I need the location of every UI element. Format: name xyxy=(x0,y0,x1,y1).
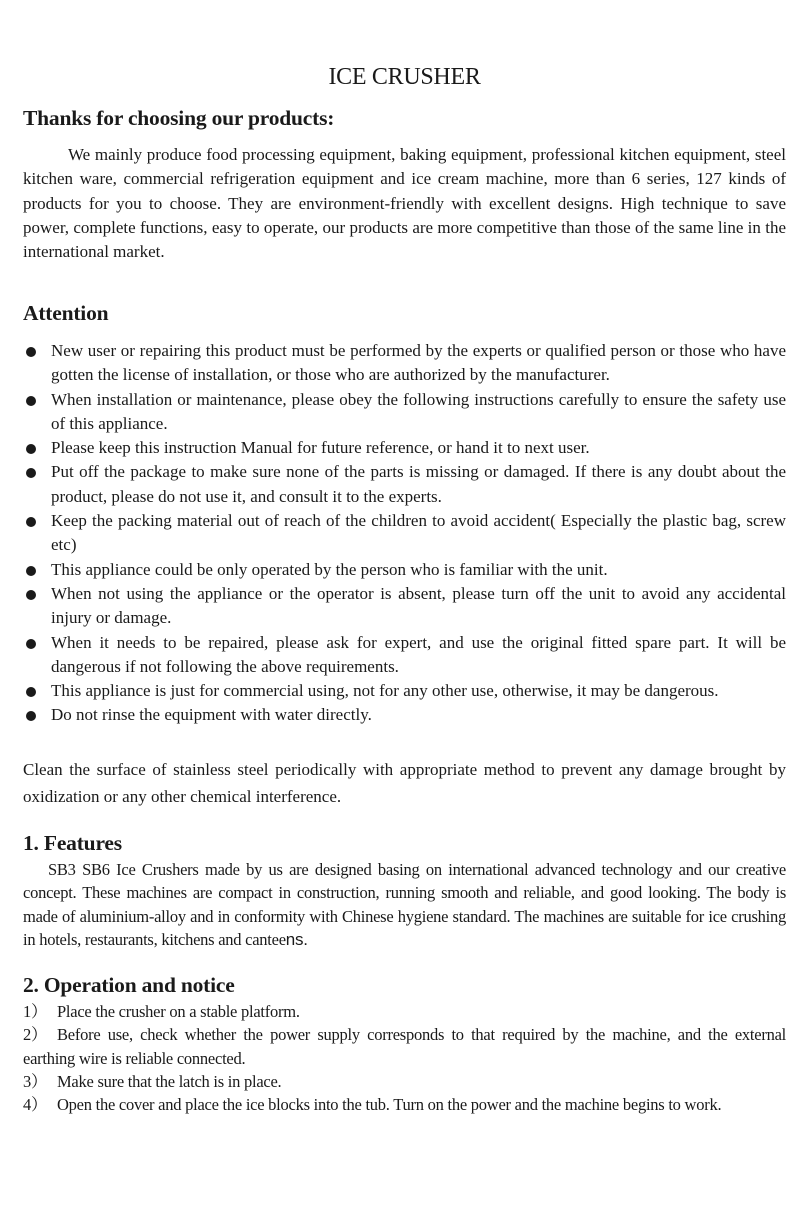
bullet-icon xyxy=(26,687,36,697)
list-item: This appliance could be only operated by the person who is familiar with the unit. xyxy=(23,558,786,582)
list-item: When not using the appliance or the operator is absent, please turn off the unit to avoid any accidental injury or damage. xyxy=(23,582,786,631)
thanks-heading: Thanks for choosing our products: xyxy=(23,106,335,130)
list-item: New user or repairing this product must be performed by the experts or qualified person or those who have gotten the license of installation, or those who are authorized by the manufacturer. xyxy=(23,339,786,388)
list-item: This appliance is just for commercial using, not for any other use, otherwise, it may be dangerous. xyxy=(23,679,786,703)
list-item: Put off the package to make sure none of the parts is missing or damaged. If there is any doubt about the product, please do not use it, and consult it to the experts. xyxy=(23,460,786,509)
bullet-icon xyxy=(26,590,36,600)
features-heading: 1. Features xyxy=(23,831,122,855)
attention-heading: Attention xyxy=(23,301,109,325)
list-item: 1） Place the crusher on a stable platform. xyxy=(23,1002,300,1021)
bullet-icon xyxy=(26,517,36,527)
list-item: 3） Make sure that the latch is in place. xyxy=(23,1071,282,1091)
list-item: Do not rinse the equipment with water directly. xyxy=(23,703,786,727)
operation-heading: 2. Operation and notice xyxy=(23,973,235,997)
list-item: When it needs to be repaired, please ask for expert, and use the original fitted spare part. It will be dangerous if not following the above requirements. xyxy=(23,631,786,680)
list-item: 2） Before use, check whether the power supply corresponds to that required by the machine, and the external earthing wire is reliable connected. xyxy=(23,1025,786,1068)
bullet-icon xyxy=(26,347,36,357)
list-item: 4） Open the cover and place the ice blocks into the tub. Turn on the power and the machine begins to work. xyxy=(23,1095,722,1115)
list-item: When installation or maintenance, please obey the following instructions carefully to ensure the safety use of this appliance. xyxy=(23,388,786,437)
bullet-icon xyxy=(26,639,36,649)
document-title: ICE CRUSHER xyxy=(328,64,481,90)
thanks-paragraph: We mainly produce food processing equipment, baking equipment, professional kitchen equipment, steel kitchen ware, commercial refrigeration equipment and ice cream machine, more than 6 series, 127 kinds of products for you to choose. They are environment-friendly with excellent designs. High technique to save power, complete functions, easy to operate, our products are more competitive than those of the same line in the international market. xyxy=(23,145,786,262)
bullet-icon xyxy=(26,444,36,454)
bullet-icon xyxy=(26,711,36,721)
bullet-icon xyxy=(26,468,36,478)
list-item: Keep the packing material out of reach of the children to avoid accident( Especially the plastic bag, screw etc) xyxy=(23,509,786,558)
bullet-icon xyxy=(26,396,36,406)
bullet-icon xyxy=(26,566,36,576)
list-item: Please keep this instruction Manual for future reference, or hand it to next user. xyxy=(23,436,786,460)
features-paragraph: SB3 SB6 Ice Crushers made by us are designed basing on international advanced technology and our creative concept. These machines are compact in construction, running smooth and reliable, and good looking. The body is made of aluminium-alloy and in conformity with Chinese hygiene standard. The machines are suitable for ice crushing in hotels, restaurants, kitchens and canteens. xyxy=(23,860,786,949)
cleaning-note: Clean the surface of stainless steel periodically with appropriate method to prevent any damage brought by oxidization or any other chemical interference. xyxy=(23,760,786,806)
operation-steps xyxy=(23,1000,786,1116)
attention-list xyxy=(23,339,786,728)
